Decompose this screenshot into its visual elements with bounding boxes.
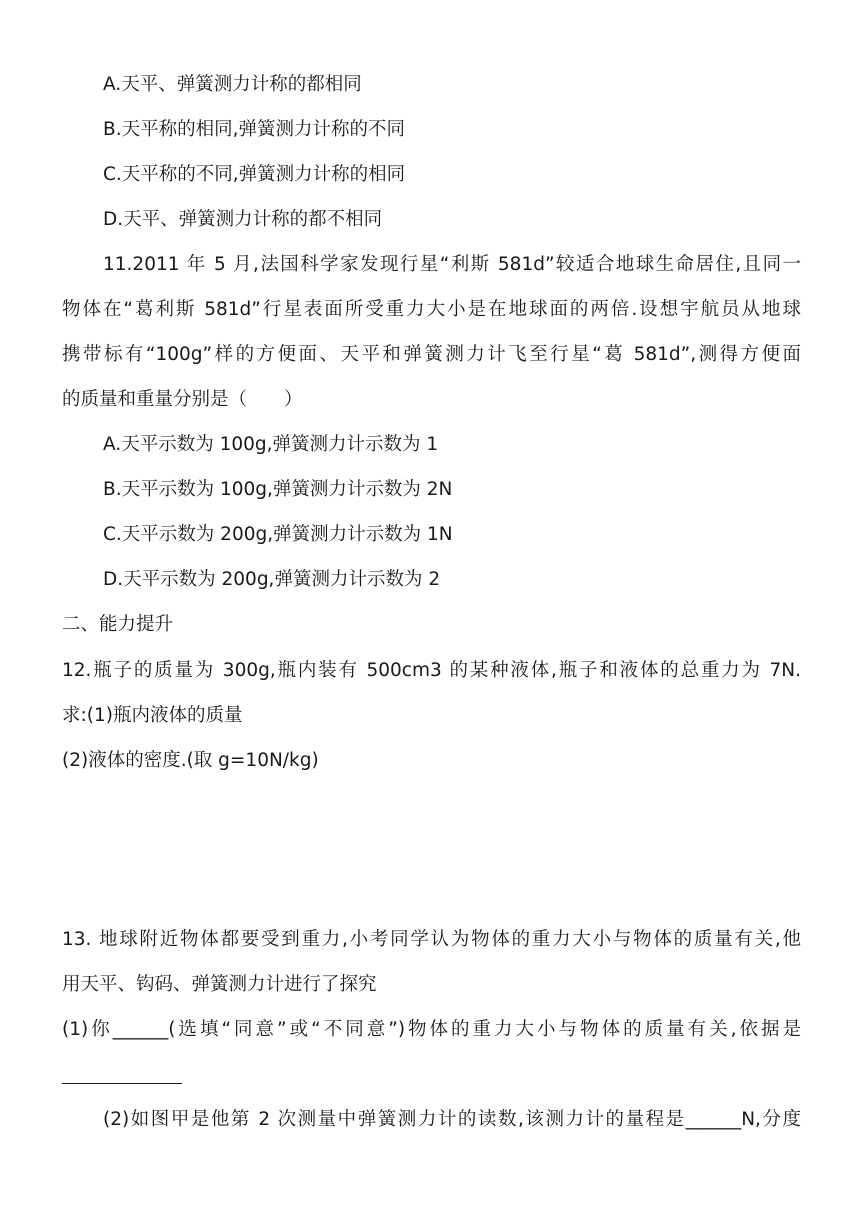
q11-option-b: B.天平示数为 100g,弹簧测力计示数为 2N [103,479,453,500]
q10-option-a: A.天平、弹簧测力计称的都相同 [103,74,362,95]
q10-option-d: D.天平、弹簧测力计称的都不相同 [103,209,383,230]
q11-stem-line-3: 携带标有“100g”样的方便面、天平和弹簧测力计飞至行星“葛 581d”,测得方便面 [62,344,801,365]
answer-blank-line [62,1083,182,1084]
q13-part-2: (2)如图甲是他第 2 次测量中弹簧测力计的读数,该测力计的量程是______N,分度 [103,1109,801,1130]
q11-option-c: C.天平示数为 200g,弹簧测力计示数为 1N [103,524,453,545]
q12-stem-line-2: 求:(1)瓶内液体的质量 [62,705,243,726]
q12-stem-line-3: (2)液体的密度.(取 g=10N/kg) [62,750,319,771]
q13-stem-line-1: 13. 地球附近物体都要受到重力,小考同学认为物体的重力大小与物体的质量有关,他 [62,929,801,950]
q11-stem-line-1: 11.2011 年 5 月,法国科学家发现行星“利斯 581d”较适合地球生命居住,且同一 [103,254,801,275]
q13-part-1: (1)你______(选填“同意”或“不同意”)物体的重力大小与物体的质量有关,依据是 [62,1019,801,1040]
q10-option-c: C.天平称的不同,弹簧测力计称的相同 [103,164,406,185]
q11-stem-line-2: 物体在“葛利斯 581d”行星表面所受重力大小是在地球面的两倍.设想宇航员从地球 [62,299,801,320]
q10-option-b: B.天平称的相同,弹簧测力计称的不同 [103,119,405,140]
q11-option-d: D.天平示数为 200g,弹簧测力计示数为 2 [103,569,441,590]
q12-stem-line-1: 12.瓶子的质量为 300g,瓶内装有 500cm3 的某种液体,瓶子和液体的总重力为 7N. [62,660,801,681]
q13-stem-line-2: 用天平、钩码、弹簧测力计进行了探究 [62,974,377,995]
section-heading: 二、能力提升 [62,614,174,635]
q11-option-a: A.天平示数为 100g,弹簧测力计示数为 1 [103,434,439,455]
q11-stem-line-4: 的质量和重量分别是（ ） [62,389,303,410]
